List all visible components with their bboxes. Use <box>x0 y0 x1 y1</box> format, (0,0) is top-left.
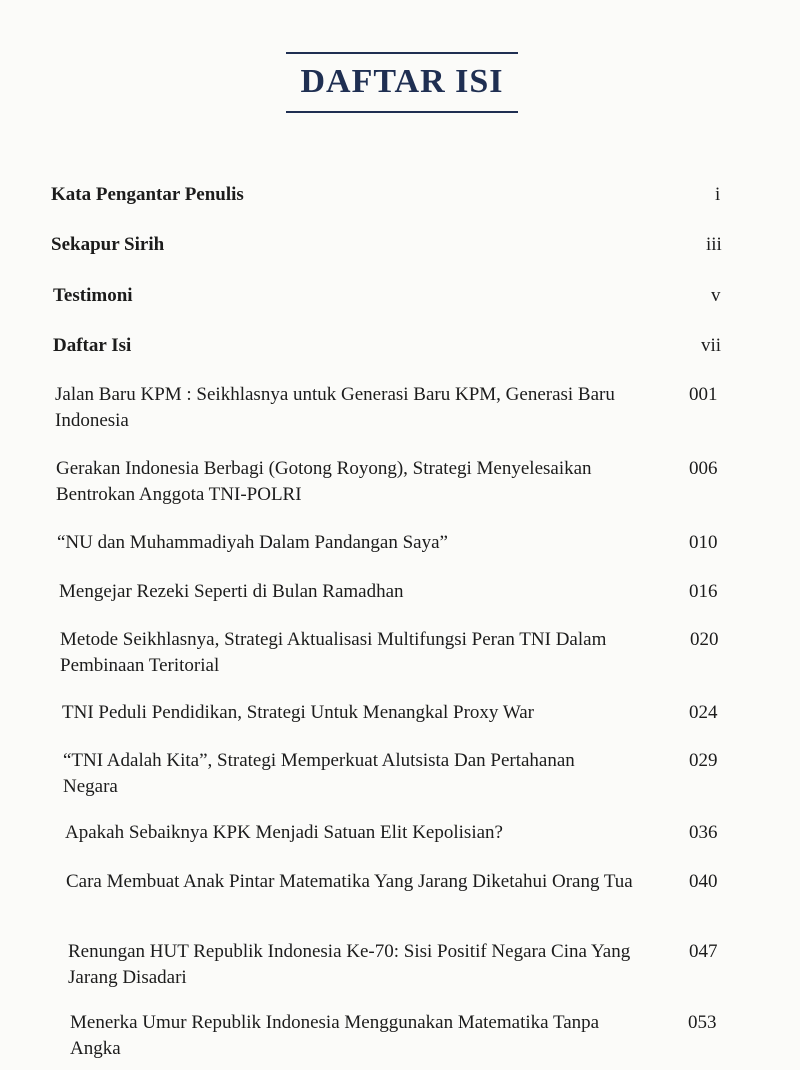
heading-top-rule <box>286 52 518 54</box>
toc-entry-page: vii <box>701 335 722 356</box>
toc-entry-renungan-hut[interactable] <box>68 939 768 991</box>
toc-entry-page: 047 <box>689 941 718 962</box>
toc-entry-title: Apakah Sebaiknya KPK Menjadi Satuan Elit Kepolisian? <box>65 822 503 843</box>
toc-entry-gerakan-indonesia-berbagi[interactable] <box>56 456 756 508</box>
toc-entry-title: Gerakan Indonesia Berbagi (Gotong Royong), Strategi Menyelesaikan Bentrokan Anggota TNI-POLRI <box>56 458 592 505</box>
toc-entry-cara-membuat-anak-pintar[interactable] <box>66 869 766 895</box>
toc-entry-sekapur-sirih[interactable] <box>51 232 751 258</box>
toc-entry-page: 010 <box>689 532 718 553</box>
heading-bottom-rule <box>286 111 518 113</box>
toc-entry-title: Renungan HUT Republik Indonesia Ke-70: Sisi Positif Negara Cina Yang Jarang Disadari <box>68 941 631 988</box>
toc-entry-page: 029 <box>689 750 718 771</box>
toc-entry-title: Kata Pengantar Penulis <box>51 184 244 205</box>
toc-entry-kata-pengantar[interactable] <box>51 182 751 208</box>
toc-entry-page: v <box>711 285 721 306</box>
toc-entry-jalan-baru-kpm[interactable] <box>55 382 755 434</box>
toc-entry-daftar-isi[interactable] <box>53 333 753 359</box>
toc-entry-title: TNI Peduli Pendidikan, Strategi Untuk Menangkal Proxy War <box>62 702 534 723</box>
toc-entry-title: Testimoni <box>53 285 133 306</box>
toc-entry-page: 016 <box>689 581 718 602</box>
toc-entry-apakah-kpk[interactable] <box>65 820 765 846</box>
toc-entry-title: Metode Seikhlasnya, Strategi Aktualisasi Multifungsi Peran TNI Dalam Pembinaan Teritorial <box>60 629 607 676</box>
toc-entry-title: Sekapur Sirih <box>51 234 165 255</box>
toc-entry-title: “TNI Adalah Kita”, Strategi Memperkuat Alutsista Dan Pertahanan Negara <box>63 750 575 797</box>
toc-entry-metode-seikhlasnya[interactable] <box>60 627 760 679</box>
toc-entry-nu-dan-muhammadiyah[interactable] <box>57 530 757 556</box>
toc-entry-page: 006 <box>689 458 718 479</box>
toc-entry-page: 040 <box>689 871 718 892</box>
toc-entry-page: 053 <box>688 1012 717 1033</box>
toc-entry-testimoni[interactable] <box>53 283 753 309</box>
toc-entry-menerka-umur[interactable] <box>70 1010 770 1062</box>
toc-entry-page: 020 <box>690 629 719 650</box>
toc-entry-page: iii <box>706 234 722 255</box>
page-title: DAFTAR ISI <box>300 63 504 100</box>
toc-entry-page: 036 <box>689 822 718 843</box>
toc-entry-page: i <box>715 184 721 205</box>
toc-entry-title: Daftar Isi <box>53 335 132 356</box>
toc-entry-tni-peduli-pendidikan[interactable] <box>62 700 762 726</box>
heading-block <box>286 52 518 113</box>
toc-entry-mengejar-rezeki[interactable] <box>59 579 759 605</box>
toc-entry-title: Mengejar Rezeki Seperti di Bulan Ramadhan <box>59 581 404 602</box>
toc-entry-title: “NU dan Muhammadiyah Dalam Pandangan Saya” <box>57 532 448 553</box>
toc-entry-tni-adalah-kita[interactable] <box>63 748 763 800</box>
toc-entry-title: Menerka Umur Republik Indonesia Menggunakan Matematika Tanpa Angka <box>70 1012 600 1059</box>
toc-entry-title: Cara Membuat Anak Pintar Matematika Yang Jarang Diketahui Orang Tua <box>66 871 633 892</box>
toc-entry-page: 024 <box>689 702 718 723</box>
toc-entry-title: Jalan Baru KPM : Seikhlasnya untuk Generasi Baru KPM, Generasi Baru Indonesia <box>55 384 615 431</box>
toc-entry-page: 001 <box>689 384 718 405</box>
